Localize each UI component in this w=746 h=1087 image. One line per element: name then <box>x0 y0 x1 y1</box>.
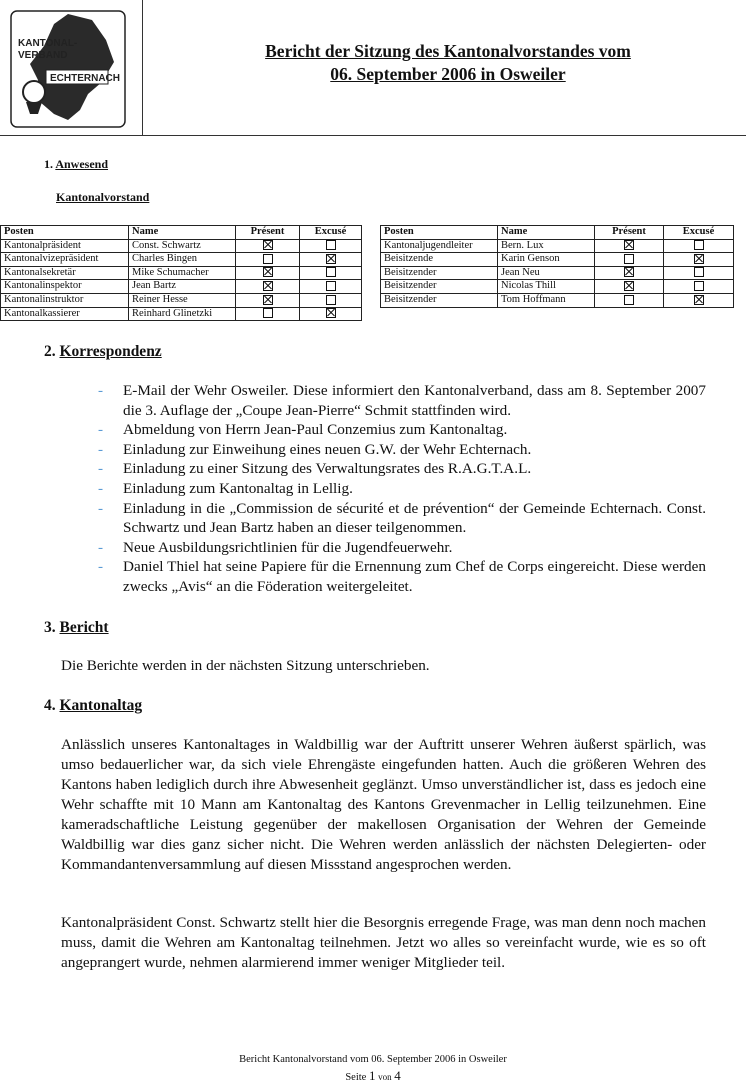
correspondence-list <box>98 381 706 597</box>
dash-bullet-icon: - <box>98 558 104 576</box>
list-item <box>98 499 706 538</box>
empty-box-icon <box>694 240 704 250</box>
table-row <box>381 253 734 267</box>
cell-excuse <box>300 280 362 294</box>
col-excuse: Excusé <box>664 226 734 240</box>
cell-excuse <box>300 266 362 280</box>
cell-excuse <box>300 293 362 307</box>
checked-box-icon <box>624 281 634 291</box>
list-item <box>98 381 706 420</box>
cell-present <box>595 266 664 280</box>
section-2-title: Korrespondenz <box>59 343 162 360</box>
footer-page-number <box>0 1068 746 1086</box>
cell-present <box>236 266 300 280</box>
cell-posten: Beisitzender <box>381 280 498 294</box>
cell-posten: Beisitzende <box>381 253 498 267</box>
col-excuse: Excusé <box>300 226 362 240</box>
section-1-number: 1. <box>44 157 53 171</box>
section-3-text: Die Berichte werden in der nächsten Sitzung unterschrieben. <box>61 657 430 674</box>
dash-bullet-icon: - <box>98 479 104 497</box>
dash-bullet-icon: - <box>98 460 104 478</box>
section-3-title: Bericht <box>59 619 109 636</box>
empty-box-icon <box>624 295 634 305</box>
footer-seite: Seite <box>345 1072 367 1083</box>
dash-bullet-icon: - <box>98 538 104 556</box>
cell-name: Bern. Lux <box>498 239 595 253</box>
footer-total: 4 <box>394 1068 401 1083</box>
footer-von: von <box>378 1072 392 1082</box>
section-4-paragraph-1: Anlässlich unseres Kantonaltages in Waldbillig war der Auftritt unserer Wehren äußerst spärlich, was umso bedauerlicher war, da sich viele Ehrengäste eingefunden hatten. Auch die größeren Wehren des Kantons haben lediglich durch ihre Abwesenheit geglänzt. Umso unverständlicher ist, dass es jedoch eine Wehr schaffte mit 10 Mann am Kantonaltag des Kantons Grevenmacher in Lellig teilzunehmen. Eine kameradschaftliche Leistung gegenüber der makellosen Organisation der Wehren der Gemeinde Waldbillig war dies ganz sicher nicht. Die Wehren werden anlässlich der nächsten Delegierten- oder Kommandantenversammlung auf diesen Missstand angesprochen werden. <box>61 736 706 873</box>
header-vertical-divider <box>142 0 143 136</box>
cell-name: Reinhard Glinetzki <box>129 307 236 321</box>
section-2-heading <box>44 343 162 361</box>
section-4-paragraph-2: Kantonalpräsident Const. Schwartz stellt hier die Besorgnis erregende Frage, was man denn noch machen muss, damit die Wehren am Kantonaltag teilnehmen. Jetzt wo alles so vereinfacht wurde, wie es so oft angeprangert wurde, nehmen alarmierend immer weniger Mitglieder teil. <box>61 914 706 971</box>
cell-posten: Beisitzender <box>381 293 498 307</box>
cell-name: Karin Genson <box>498 253 595 267</box>
list-item-text: Daniel Thiel hat seine Papiere für die Ernennung zum Chef de Corps eingereicht. Diese werden zwecks „Avis“ an die Föderation weitergeleitet. <box>123 558 706 595</box>
list-item <box>98 440 706 460</box>
checked-box-icon <box>326 308 336 318</box>
cell-name: Charles Bingen <box>129 253 236 267</box>
list-item-text: Einladung in die „Commission de sécurité et de prévention“ der Gemeinde Echternach. Const. Schwartz und Jean Bartz haben an dieser teilgenommen. <box>123 499 706 537</box>
cell-name: Const. Schwartz <box>129 239 236 253</box>
cell-present <box>595 280 664 294</box>
table-row <box>381 280 734 294</box>
table-header-row <box>1 226 362 240</box>
empty-box-icon <box>326 240 336 250</box>
empty-box-icon <box>263 308 273 318</box>
cell-posten: Kantonalkassierer <box>1 307 129 321</box>
cell-excuse <box>664 253 734 267</box>
list-item-text: Einladung zu einer Sitzung des Verwaltungsrates des R.A.G.T.A.L. <box>123 460 532 478</box>
kantonalverband-logo <box>10 10 126 128</box>
cell-excuse <box>664 239 734 253</box>
cell-present <box>236 239 300 253</box>
cell-excuse <box>664 266 734 280</box>
cell-name: Nicolas Thill <box>498 280 595 294</box>
logo-text-1: KANTONAL- <box>18 38 78 49</box>
table-row <box>381 239 734 253</box>
table-row <box>1 280 362 294</box>
cell-posten: Kantonaljugendleiter <box>381 239 498 253</box>
cell-present <box>236 253 300 267</box>
cell-present <box>236 307 300 321</box>
section-3-number: 3. <box>44 619 56 636</box>
list-item-text: Neue Ausbildungsrichtlinien für die Jugendfeuerwehr. <box>123 538 453 556</box>
table-header-row <box>381 226 734 240</box>
footer-page: 1 <box>368 1068 376 1083</box>
empty-box-icon <box>694 267 704 277</box>
section-4-heading <box>44 697 142 715</box>
list-item <box>98 420 706 440</box>
section-1-subheading: Kantonalvorstand <box>56 190 150 204</box>
cell-name: Reiner Hesse <box>129 293 236 307</box>
list-item-text: Einladung zum Kantonaltag in Lellig. <box>123 479 353 497</box>
section-2-number: 2. <box>44 343 56 360</box>
cell-present <box>595 253 664 267</box>
checked-box-icon <box>326 254 336 264</box>
page-title <box>150 40 746 86</box>
section-4-number: 4. <box>44 697 56 714</box>
cell-posten: Kantonalvizepräsident <box>1 253 129 267</box>
cell-excuse <box>300 307 362 321</box>
checked-box-icon <box>694 254 704 264</box>
section-3-heading <box>44 619 109 637</box>
col-posten: Posten <box>381 226 498 240</box>
dash-bullet-icon: - <box>98 440 104 458</box>
logo-text-2: VERBAND <box>18 50 68 61</box>
cell-present <box>595 239 664 253</box>
empty-box-icon <box>326 267 336 277</box>
cell-excuse <box>300 239 362 253</box>
checked-box-icon <box>263 240 273 250</box>
col-present: Présent <box>236 226 300 240</box>
page-footer <box>0 1052 746 1086</box>
list-item-text: Abmeldung von Herrn Jean-Paul Conzemius zum Kantonaltag. <box>123 421 508 439</box>
logo-text-3: ECHTERNACH <box>50 73 120 84</box>
dash-bullet-icon: - <box>98 499 104 517</box>
dash-bullet-icon: - <box>98 421 104 439</box>
section-4-title: Kantonaltag <box>59 697 143 714</box>
checked-box-icon <box>694 295 704 305</box>
header-horizontal-divider <box>0 135 746 136</box>
checked-box-icon <box>263 295 273 305</box>
cell-excuse <box>300 253 362 267</box>
attendance-table-left <box>0 225 362 321</box>
col-name: Name <box>498 226 595 240</box>
checked-box-icon <box>624 240 634 250</box>
col-name: Name <box>129 226 236 240</box>
table-row <box>1 266 362 280</box>
cell-name: Mike Schumacher <box>129 266 236 280</box>
table-row <box>1 293 362 307</box>
col-posten: Posten <box>1 226 129 240</box>
empty-box-icon <box>263 254 273 264</box>
cell-excuse <box>664 293 734 307</box>
cell-present <box>236 280 300 294</box>
list-item <box>98 538 706 558</box>
attendance-table-right <box>380 225 734 308</box>
empty-box-icon <box>624 254 634 264</box>
cell-excuse <box>664 280 734 294</box>
cell-posten: Kantonalinstruktor <box>1 293 129 307</box>
table-row <box>381 266 734 280</box>
list-item <box>98 557 706 596</box>
empty-box-icon <box>326 281 336 291</box>
cell-name: Jean Bartz <box>129 280 236 294</box>
table-row <box>1 253 362 267</box>
empty-box-icon <box>326 295 336 305</box>
list-item-text: Einladung zur Einweihung eines neuen G.W. der Wehr Echternach. <box>123 440 532 458</box>
dash-bullet-icon: - <box>98 382 104 399</box>
title-line-2: 06. September 2006 in Osweiler <box>330 64 566 84</box>
list-item <box>98 459 706 479</box>
cell-posten: Kantonalsekretär <box>1 266 129 280</box>
col-present: Présent <box>595 226 664 240</box>
table-row <box>1 307 362 321</box>
empty-box-icon <box>694 281 704 291</box>
cell-posten: Kantonalinspektor <box>1 280 129 294</box>
cell-posten: Beisitzender <box>381 266 498 280</box>
footer-title: Bericht Kantonalvorstand vom 06. September 2006 in Osweiler <box>239 1054 507 1065</box>
cell-present <box>595 293 664 307</box>
cell-present <box>236 293 300 307</box>
checked-box-icon <box>624 267 634 277</box>
list-item-text: E-Mail der Wehr Osweiler. Diese informiert den Kantonalverband, dass am 8. September 2007 die 3. Auflage der „Coupe Jean-Pierre“ Schmit stattfinden wird. <box>123 382 706 419</box>
cell-name: Jean Neu <box>498 266 595 280</box>
section-1-title: Anwesend <box>55 157 109 171</box>
cell-name: Tom Hoffmann <box>498 293 595 307</box>
cell-posten: Kantonalpräsident <box>1 239 129 253</box>
checked-box-icon <box>263 281 273 291</box>
list-item <box>98 479 706 499</box>
checked-box-icon <box>263 267 273 277</box>
title-line-1: Bericht der Sitzung des Kantonalvorstandes vom <box>265 41 631 61</box>
section-1-heading <box>44 157 108 172</box>
table-row <box>381 293 734 307</box>
table-row <box>1 239 362 253</box>
